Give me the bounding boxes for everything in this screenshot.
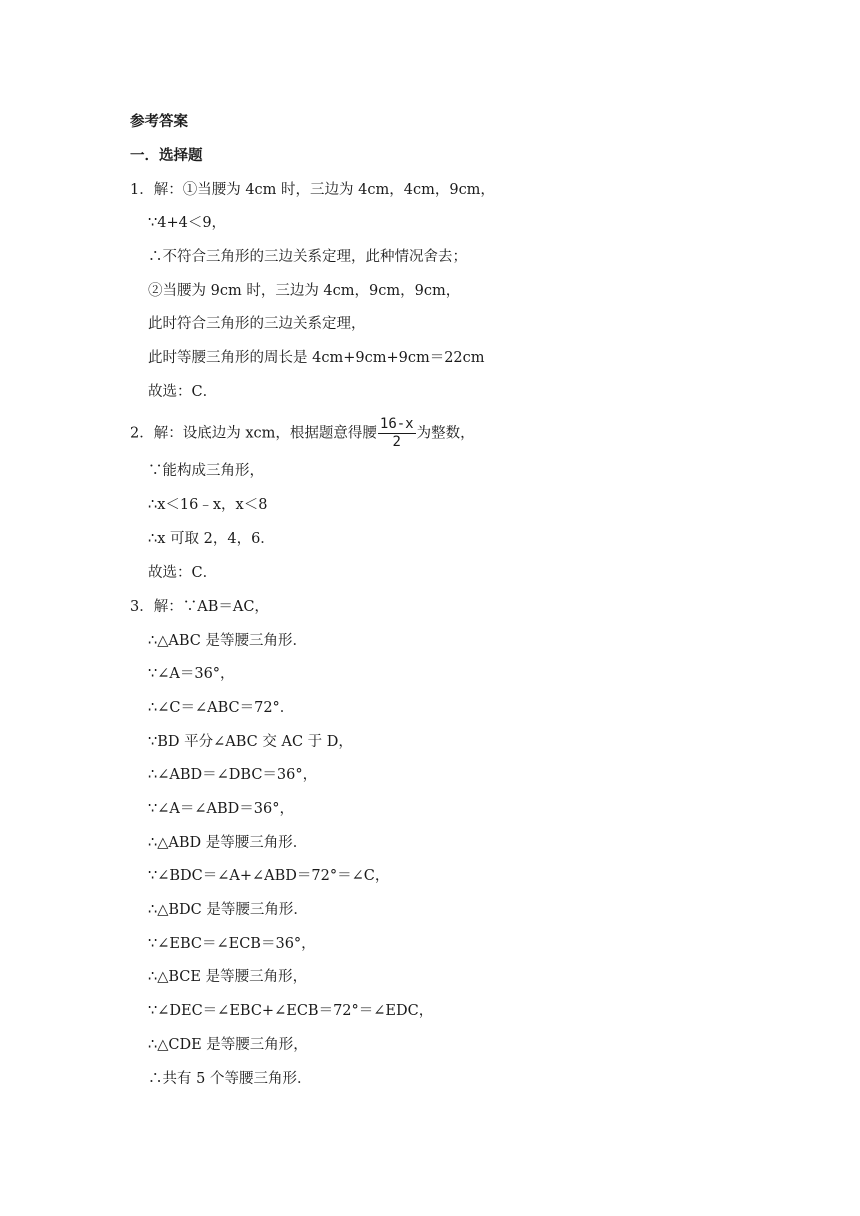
q2-line-2: ∵能构成三角形，: [148, 463, 264, 479]
fraction-denominator: 2: [392, 434, 401, 450]
q1-line-2: ∵4+4＜9，: [148, 215, 227, 231]
q1-answer: 故选：C．: [148, 384, 218, 400]
q3-line-8: ∴△ABD 是等腰三角形．: [148, 835, 308, 851]
q3-line-13: ∵∠DEC＝∠EBC+∠ECB＝72°＝∠EDC，: [148, 1003, 434, 1019]
q2-line-1-prefix: 2．解：设底边为 xcm，根据题意得腰: [130, 425, 377, 442]
q3-line-9: ∵∠BDC＝∠A+∠ABD＝72°＝∠C，: [148, 868, 390, 884]
q3-line-5: ∵BD 平分∠ABC 交 AC 于 D，: [148, 734, 353, 750]
section-heading: 一．选择题: [130, 148, 203, 164]
q1-line-1: 1．解：①当腰为 4cm 时，三边为 4cm，4cm，9cm，: [130, 182, 495, 198]
q2-line-1-suffix: 为整数，: [416, 425, 475, 442]
q2-line-1: [130, 416, 475, 451]
q1-line-4: ②当腰为 9cm 时，三边为 4cm，9cm，9cm，: [148, 283, 461, 299]
q3-line-4: ∴∠C＝∠ABC＝72°．: [148, 700, 295, 716]
fraction-numerator: 16-x: [379, 416, 414, 432]
q2-answer: 故选：C．: [148, 565, 218, 581]
q2-line-4: ∴x 可取 2，4，6．: [148, 531, 275, 547]
page-title: 参考答案: [130, 114, 188, 130]
q3-line-14: ∴△CDE 是等腰三角形，: [148, 1037, 308, 1053]
q3-line-6: ∴∠ABD＝∠DBC＝36°，: [148, 767, 318, 783]
q3-line-3: ∵∠A＝36°，: [148, 666, 235, 682]
fraction: [378, 416, 416, 451]
q2-line-3: ∴x＜16﹣x，x＜8: [148, 497, 268, 513]
q3-line-12: ∴△BCE 是等腰三角形，: [148, 969, 308, 985]
q3-line-15: ∴共有 5 个等腰三角形．: [148, 1071, 312, 1087]
q3-line-10: ∴△BDC 是等腰三角形．: [148, 902, 308, 918]
q3-line-2: ∴△ABC 是等腰三角形．: [148, 633, 307, 649]
q3-line-1: 3．解：∵AB＝AC，: [130, 599, 269, 615]
q3-line-11: ∵∠EBC＝∠ECB＝36°，: [148, 936, 316, 952]
q1-line-5: 此时符合三角形的三边关系定理，: [148, 316, 366, 332]
q1-line-6: 此时等腰三角形的周长是 4cm+9cm+9cm＝22cm: [148, 350, 485, 366]
q3-line-7: ∵∠A＝∠ABD＝36°，: [148, 801, 294, 817]
q1-line-3: ∴不符合三角形的三边关系定理，此种情况舍去；: [148, 249, 467, 265]
